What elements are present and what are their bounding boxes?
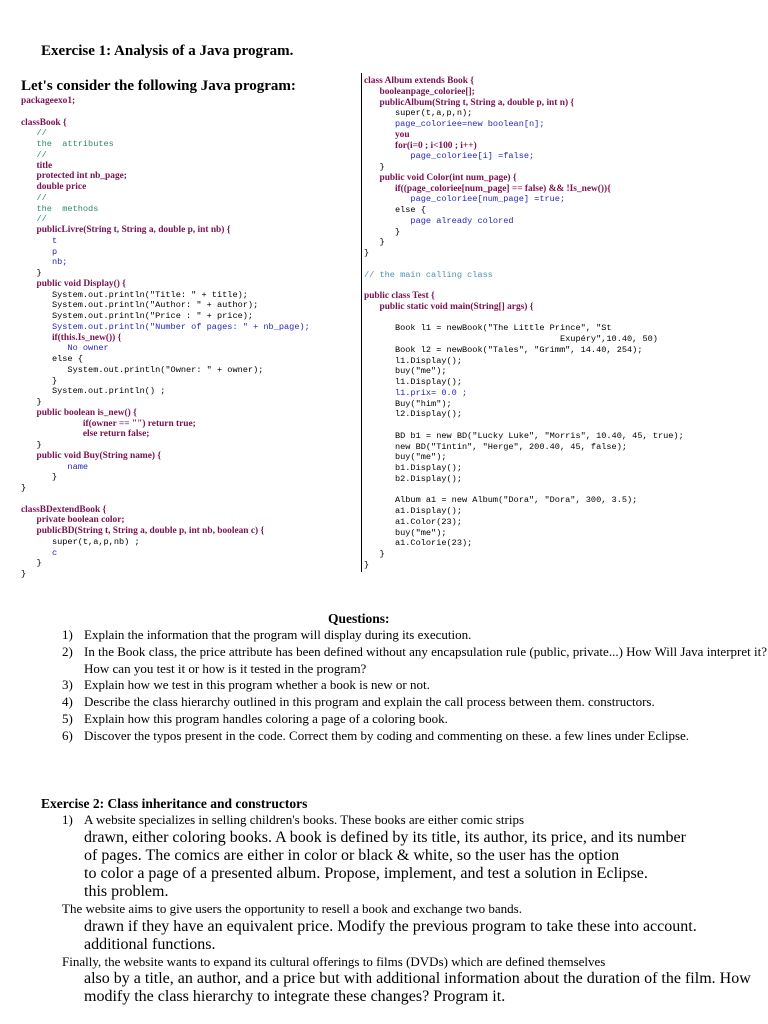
code-line: [364, 418, 684, 429]
paragraph-line: drawn, either coloring books. A book is defined by its title, its author, its price, and its number: [84, 828, 686, 846]
code-line: [364, 504, 684, 515]
question-number: 6): [62, 727, 73, 743]
code-token: Buy("him");: [364, 398, 452, 409]
question-number: 4): [62, 694, 73, 710]
question-number: 2): [62, 643, 73, 659]
question-item: [62, 694, 767, 711]
code-line: [364, 225, 684, 236]
code-line: [21, 438, 310, 449]
code-line: [21, 331, 310, 342]
code-token: System.out.println("Price : " + price);: [21, 311, 254, 321]
code-line: [21, 417, 310, 428]
code-line: [364, 407, 684, 418]
code-token: public boolean is_new() {: [36, 407, 137, 418]
code-token: }: [21, 472, 58, 483]
code-line: [364, 493, 684, 504]
code-line: [364, 192, 684, 203]
code-line: [364, 74, 684, 85]
code-token: }: [21, 397, 42, 407]
code-line: [364, 214, 684, 225]
code-line: [21, 395, 310, 406]
code-line: [21, 374, 310, 385]
code-token: }: [21, 558, 42, 569]
code-token: b1.Display();: [364, 463, 462, 473]
code-line: [364, 182, 684, 193]
paragraph-line: additional functions.: [84, 935, 216, 953]
code-token: a1.Color(23);: [364, 516, 462, 527]
question-item: [62, 711, 767, 728]
code-line: [364, 375, 684, 386]
java-code-left: [21, 94, 310, 578]
exercise1-intro: Let's consider the following Java program:: [21, 78, 296, 94]
exercise2-paragraph-1: [62, 812, 767, 829]
code-token: page already colored: [364, 215, 514, 226]
code-token: l1.Display();: [364, 355, 462, 366]
code-token: //: [21, 214, 47, 225]
code-token: new BD("Tintin", "Herge", 200.40, 45, false);: [364, 441, 628, 452]
code-line: [364, 397, 684, 408]
code-line: [21, 460, 310, 471]
code-line: [364, 257, 684, 268]
code-token: if(this.Is_new()) {: [51, 332, 122, 343]
code-token: }: [21, 569, 27, 579]
exercise2-body: [62, 812, 767, 1006]
code-line: [21, 481, 310, 492]
code-line: [364, 311, 684, 322]
code-token: buy("me");: [364, 366, 447, 377]
code-line: [364, 171, 684, 182]
code-token: buy("me");: [364, 452, 447, 463]
code-token: public void Buy(String name) {: [36, 450, 162, 461]
code-token: if((page_coloriee[num_page] == false) && !Is_new()){: [394, 183, 611, 194]
code-token: System.out.println("Number of pages: " + nb_page);: [21, 321, 310, 332]
code-token: }: [21, 268, 42, 278]
paragraph-line: drawn if they have an equivalent price. Modify the previous program to take these into account.: [84, 917, 697, 935]
code-token: b2.Display();: [364, 473, 462, 484]
code-token: public void Color(int num_page) {: [379, 172, 517, 183]
code-token: public static void main(String[] args) {: [379, 301, 534, 312]
question-text: Explain how we test in this program whether a book is new or not.: [84, 677, 430, 693]
code-token: a1.Colorie(23);: [364, 538, 473, 549]
code-token: }: [364, 226, 401, 237]
code-token: for(i=0 ; i<100 ; i++): [394, 140, 477, 151]
code-token: BD b1 = new BD("Lucky Luke", "Morris", 10.40, 45, true);: [364, 430, 684, 441]
code-token: publicBD(String t, String a, double p, int nb, boolean c) {: [36, 526, 265, 536]
code-token: l1.Display();: [364, 377, 462, 387]
paragraph-line: this problem.: [84, 882, 169, 900]
paragraph-line: of pages. The comics are either in color or black & white, so the user has the option: [84, 846, 620, 864]
code-line: [21, 202, 310, 213]
exercise2-title: Exercise 2: Class inheritance and constructors: [41, 796, 308, 811]
code-line: [364, 96, 684, 107]
questions-list: [62, 627, 767, 745]
code-token: System.out.println() ;: [21, 386, 166, 397]
code-token: super(t,a,p,nb) ;: [21, 536, 140, 547]
code-token: double price: [36, 182, 87, 192]
code-token: l1.prix= 0.0 ;: [364, 387, 468, 398]
question-item: [62, 627, 767, 644]
code-line: [21, 116, 310, 127]
code-token: }: [21, 440, 42, 450]
code-token: publicLivre(String t, String a, double p, int nb) {: [36, 225, 231, 235]
code-token: booleanpage_coloriee[];: [379, 86, 475, 97]
exercise2-paragraph-3: Finally, the website wants to expand its cultural offerings to films (DVDs) which are defined themselves: [62, 953, 606, 969]
code-token: //: [21, 192, 47, 203]
code-line: [364, 558, 684, 569]
question-item: [62, 644, 767, 678]
questions-heading: Questions:: [328, 611, 390, 626]
code-line: [364, 128, 684, 139]
code-token: System.out.println("Owner: " + owner);: [21, 364, 264, 375]
code-token: t: [21, 235, 58, 246]
code-line: [21, 363, 310, 374]
question-text: Describe the class hierarchy outlined in this program and explain the call process between them. constructors.: [84, 694, 655, 710]
code-token: a1.Display();: [364, 506, 462, 516]
code-line: [21, 492, 310, 503]
code-line: [364, 235, 684, 246]
code-line: [364, 332, 684, 343]
code-line: [21, 288, 310, 299]
code-token: the methods: [21, 203, 99, 214]
exercise2-paragraph-2: The website aims to give users the opportunity to resell a book and exchange two bands.: [62, 900, 522, 916]
code-line: [21, 535, 310, 546]
question-text: Explain how this program handles coloring a page of a coloring book.: [84, 710, 448, 726]
code-token: buy("me");: [364, 527, 447, 538]
column-divider: [361, 73, 362, 572]
code-line: [21, 556, 310, 567]
code-line: [364, 343, 684, 354]
code-line: [21, 105, 310, 116]
code-token: }: [364, 162, 385, 172]
code-line: [21, 223, 310, 234]
code-token: else {: [364, 205, 426, 215]
code-line: [21, 298, 310, 309]
code-line: [364, 386, 684, 397]
code-line: [364, 515, 684, 526]
code-token: page_coloriee[num_page] =true;: [364, 194, 566, 205]
code-token: public void Display() {: [36, 278, 126, 289]
code-token: publicAlbum(String t, String a, double p, int n) {: [379, 97, 575, 108]
code-token: }: [364, 559, 370, 570]
code-line: [21, 255, 310, 266]
question-number: 5): [62, 710, 73, 726]
code-line: [364, 139, 684, 150]
code-line: [364, 289, 684, 300]
code-line: [364, 321, 684, 332]
code-line: [21, 137, 310, 148]
code-token: Album a1 = new Album("Dora", "Dora", 300, 3.5);: [364, 495, 638, 506]
code-token: super(t,a,p,n);: [364, 108, 473, 119]
code-line: [21, 169, 310, 180]
code-token: packageexo1;: [21, 96, 76, 106]
code-line: [21, 191, 310, 202]
code-line: [364, 364, 684, 375]
code-token: class Album extends Book {: [364, 76, 474, 86]
question-number: 3): [62, 677, 73, 693]
code-token: nb;: [21, 257, 68, 268]
question-text: Discover the typos present in the code. Correct them by coding and commenting on these. a few lines under Eclipse.: [84, 727, 690, 743]
code-token: Book l2 = newBook("Tales", "Grimm", 14.40, 254);: [364, 344, 643, 355]
code-token: private boolean color;: [36, 515, 125, 526]
code-token: page_coloriee[i] =false;: [364, 151, 535, 162]
code-line: [364, 203, 684, 214]
code-line: [364, 300, 684, 311]
code-line: [21, 524, 310, 535]
code-token: // the main calling class: [364, 269, 493, 280]
code-token: classBook {: [21, 117, 67, 128]
question-item: [62, 728, 767, 745]
code-line: [364, 85, 684, 96]
code-token: [364, 302, 379, 312]
code-token: page_coloriee=new boolean[n];: [364, 119, 545, 129]
code-token: }: [21, 483, 27, 493]
code-token: if(owner == "") return true;: [82, 418, 196, 429]
code-line: [364, 461, 684, 472]
question-number: 1): [62, 627, 73, 642]
code-token: c: [21, 547, 58, 558]
code-token: title: [36, 160, 53, 171]
code-token: else {: [21, 354, 83, 364]
paragraph-line: modify the class hierarchy to integrate these changes? Program it.: [84, 988, 506, 1006]
code-line: [21, 266, 310, 277]
code-line: [21, 148, 310, 159]
code-line: [21, 309, 310, 320]
code-line: [21, 503, 310, 514]
question-text: Explain the information that the program will display during its execution.: [84, 627, 472, 642]
code-line: [21, 234, 310, 245]
code-token: No owner: [21, 343, 109, 354]
code-token: Book l1 = newBook("The Little Prince", "St: [364, 323, 612, 334]
code-token: }: [364, 549, 385, 559]
code-line: [364, 268, 684, 279]
code-token: public class Test {: [364, 291, 435, 301]
code-line: [21, 449, 310, 460]
code-token: you: [394, 129, 410, 140]
code-line: [364, 160, 684, 171]
code-token: }: [364, 248, 370, 258]
code-line: [21, 384, 310, 395]
code-line: [364, 536, 684, 547]
code-token: p: [21, 246, 58, 257]
code-token: //: [21, 149, 47, 160]
code-token: //: [21, 128, 47, 139]
code-line: [364, 472, 684, 483]
code-token: System.out.println("Title: " + title);: [21, 289, 248, 300]
code-token: }: [21, 375, 58, 386]
code-token: Exupéry",10.40, 50): [364, 334, 658, 344]
code-line: [21, 320, 310, 331]
code-line: [364, 117, 684, 128]
paragraph-line: to color a page of a presented album. Propose, implement, and test a solution in Eclipse.: [84, 864, 648, 882]
code-line: [21, 406, 310, 417]
paragraph-text: A website specializes in selling children's books. These books are either comic strips: [84, 812, 525, 827]
code-line: [364, 526, 684, 537]
question-text: In the Book class, the price attribute has been defined without any encapsulation rule (public, private...) How Will Java interpret it? How can you test it or how is it tested in the program?: [84, 643, 767, 676]
java-code-right: [364, 74, 684, 569]
code-line: [21, 159, 310, 170]
code-line: [21, 352, 310, 363]
code-line: [364, 440, 684, 451]
code-line: [364, 547, 684, 558]
code-token: l2.Display();: [364, 409, 462, 420]
code-line: [21, 567, 310, 578]
code-token: the attributes: [21, 139, 114, 149]
code-line: [21, 277, 310, 288]
code-line: [364, 149, 684, 160]
code-token: protected int nb_page;: [36, 171, 127, 182]
code-line: [21, 180, 310, 191]
code-token: name: [21, 461, 89, 472]
paragraph-line: also by a title, an author, and a price but with additional information about the duration of the film. How: [84, 970, 751, 988]
code-line: [21, 546, 310, 557]
paragraph-number: 1): [62, 812, 73, 827]
code-line: [21, 513, 310, 524]
code-line: [364, 246, 684, 257]
code-token: classBDextendBook {: [21, 504, 107, 515]
code-line: [21, 245, 310, 256]
code-token: System.out.println("Author: " + author);: [21, 300, 259, 311]
exercise1-title: Exercise 1: Analysis of a Java program.: [41, 43, 294, 59]
code-line: [364, 483, 684, 494]
code-line: [364, 354, 684, 365]
code-line: [364, 429, 684, 440]
question-item: [62, 677, 767, 694]
code-token: }: [364, 237, 385, 248]
code-line: [21, 94, 310, 105]
code-token: else return false;: [82, 429, 150, 440]
code-line: [21, 341, 310, 352]
